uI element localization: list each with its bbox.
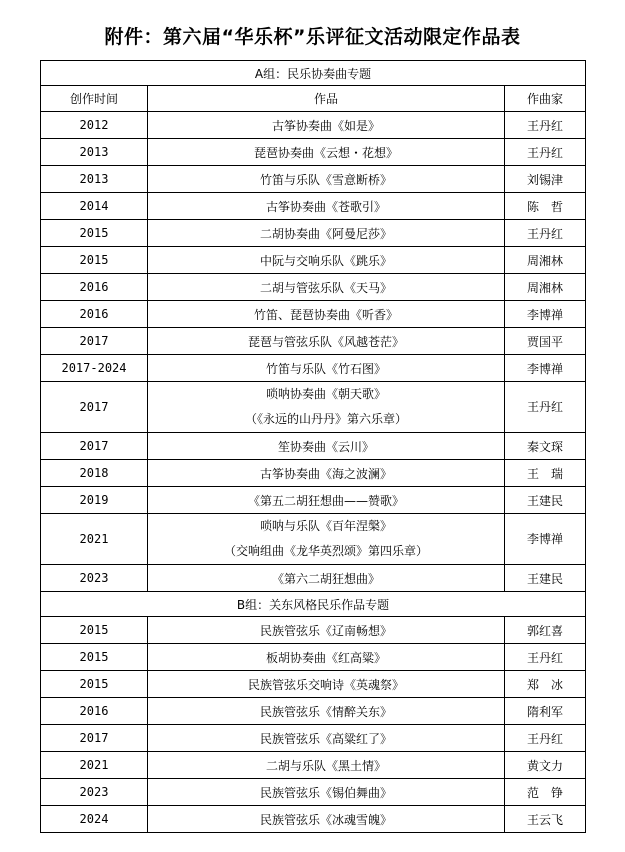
composer-cell: 周湘林 xyxy=(505,247,586,274)
section-heading: B组：关东风格民乐作品专题 xyxy=(41,592,586,617)
table-row xyxy=(41,671,586,698)
table-row xyxy=(41,725,586,752)
composer-cell: 王丹红 xyxy=(505,382,586,433)
year-cell: 2019 xyxy=(41,487,148,514)
work-cell xyxy=(148,166,505,193)
work-title-line: 《第六二胡狂想曲》 xyxy=(271,571,380,586)
work-title-line: 民族管弦乐《锡伯舞曲》 xyxy=(259,785,392,800)
work-cell xyxy=(148,487,505,514)
column-header-row xyxy=(41,86,586,112)
composer-cell: 隋利军 xyxy=(505,698,586,725)
work-title-line: 竹笛与乐队《雪意断桥》 xyxy=(259,172,392,187)
work-cell xyxy=(148,460,505,487)
table-row xyxy=(41,779,586,806)
composer-cell: 王建民 xyxy=(505,487,586,514)
year-cell: 2015 xyxy=(41,671,148,698)
composer-cell: 王丹红 xyxy=(505,220,586,247)
work-cell xyxy=(148,617,505,644)
work-cell xyxy=(148,247,505,274)
year-cell: 2015 xyxy=(41,247,148,274)
year-cell: 2023 xyxy=(41,779,148,806)
table-row xyxy=(41,274,586,301)
work-title-line: 唢呐与乐队《百年涅槃》 xyxy=(259,519,392,533)
work-title-line: 民族管弦乐《情醉关东》 xyxy=(259,704,392,719)
work-title-line: 民族管弦乐《冰魂雪魄》 xyxy=(259,812,392,827)
table-row xyxy=(41,247,586,274)
work-cell xyxy=(148,220,505,247)
section-heading-row xyxy=(41,61,586,86)
year-cell: 2012 xyxy=(41,112,148,139)
work-title-line: 古筝协奏曲《如是》 xyxy=(271,118,380,133)
column-header-year: 创作时间 xyxy=(41,86,148,112)
work-title-line: 笙协奏曲《云川》 xyxy=(277,439,374,454)
work-title-line: 《第五二胡狂想曲——赞歌》 xyxy=(247,493,404,508)
work-cell xyxy=(148,698,505,725)
composer-cell: 王建民 xyxy=(505,565,586,592)
work-cell xyxy=(148,565,505,592)
work-title-line: 古筝协奏曲《苍歌引》 xyxy=(265,199,386,214)
composer-cell: 贾国平 xyxy=(505,328,586,355)
year-cell: 2016 xyxy=(41,274,148,301)
table-row xyxy=(41,617,586,644)
year-cell: 2017-2024 xyxy=(41,355,148,382)
composer-cell: 王丹红 xyxy=(505,139,586,166)
table-row xyxy=(41,166,586,193)
column-header-composer: 作曲家 xyxy=(505,86,586,112)
table-row xyxy=(41,565,586,592)
year-cell: 2021 xyxy=(41,514,148,565)
work-cell xyxy=(148,752,505,779)
work-title-line: 竹笛与乐队《竹石图》 xyxy=(265,361,386,376)
year-cell: 2017 xyxy=(41,382,148,433)
section-heading-row xyxy=(41,592,586,617)
table-row xyxy=(41,644,586,671)
table-row xyxy=(41,301,586,328)
table-row xyxy=(41,355,586,382)
table-row xyxy=(41,460,586,487)
work-title-line: 唢呐协奏曲《朝天歌》 xyxy=(265,387,386,401)
composer-cell: 黄文力 xyxy=(505,752,586,779)
year-cell: 2023 xyxy=(41,565,148,592)
year-cell: 2013 xyxy=(41,166,148,193)
year-cell: 2015 xyxy=(41,617,148,644)
work-title-line: （《永远的山丹丹》第六乐章） xyxy=(244,412,407,426)
work-title-line: 二胡与管弦乐队《天马》 xyxy=(259,280,392,295)
work-cell xyxy=(148,328,505,355)
table-row xyxy=(41,382,586,433)
composer-cell: 王丹红 xyxy=(505,725,586,752)
work-cell xyxy=(148,433,505,460)
composer-cell: 周湘林 xyxy=(505,274,586,301)
table-row xyxy=(41,139,586,166)
year-cell: 2013 xyxy=(41,139,148,166)
column-header-work: 作品 xyxy=(148,86,505,112)
work-cell xyxy=(148,725,505,752)
work-title-line: 二胡协奏曲《阿曼尼莎》 xyxy=(259,226,392,241)
work-cell xyxy=(148,193,505,220)
work-cell xyxy=(148,139,505,166)
work-cell xyxy=(148,355,505,382)
work-cell xyxy=(148,112,505,139)
table-row xyxy=(41,193,586,220)
work-title-line: 民族管弦乐《高粱红了》 xyxy=(259,731,392,746)
table-row xyxy=(41,487,586,514)
work-cell xyxy=(148,382,505,433)
year-cell: 2016 xyxy=(41,301,148,328)
works-table-body xyxy=(41,61,586,833)
composer-cell: 李博禅 xyxy=(505,355,586,382)
work-cell xyxy=(148,806,505,833)
work-cell xyxy=(148,274,505,301)
work-title-line: 板胡协奏曲《红高粱》 xyxy=(265,650,386,665)
year-cell: 2016 xyxy=(41,698,148,725)
work-title-line: 古筝协奏曲《海之波澜》 xyxy=(259,466,392,481)
composer-cell: 刘锡津 xyxy=(505,166,586,193)
work-cell xyxy=(148,671,505,698)
composer-cell: 郭红喜 xyxy=(505,617,586,644)
table-row xyxy=(41,752,586,779)
year-cell: 2017 xyxy=(41,433,148,460)
year-cell: 2015 xyxy=(41,220,148,247)
work-title-line: 中阮与交响乐队《跳乐》 xyxy=(259,253,392,268)
work-title-line: 竹笛、琵琶协奏曲《听香》 xyxy=(253,307,398,322)
work-cell xyxy=(148,514,505,565)
table-row xyxy=(41,433,586,460)
work-title-line: 二胡与乐队《黑土情》 xyxy=(265,758,386,773)
work-title-line: （交响组曲《龙华英烈颂》第四乐章） xyxy=(223,544,428,558)
section-heading: A组：民乐协奏曲专题 xyxy=(41,61,586,86)
table-row xyxy=(41,698,586,725)
composer-cell: 李博禅 xyxy=(505,514,586,565)
work-cell xyxy=(148,301,505,328)
composer-cell: 范 铮 xyxy=(505,779,586,806)
composer-cell: 王丹红 xyxy=(505,112,586,139)
year-cell: 2017 xyxy=(41,725,148,752)
composer-cell: 秦文琛 xyxy=(505,433,586,460)
year-cell: 2015 xyxy=(41,644,148,671)
work-title-line: 民族管弦乐《辽南畅想》 xyxy=(259,623,392,638)
year-cell: 2014 xyxy=(41,193,148,220)
composer-cell: 郑 冰 xyxy=(505,671,586,698)
year-cell: 2021 xyxy=(41,752,148,779)
work-cell xyxy=(148,644,505,671)
composer-cell: 王 瑞 xyxy=(505,460,586,487)
composer-cell: 王云飞 xyxy=(505,806,586,833)
year-cell: 2024 xyxy=(41,806,148,833)
works-table xyxy=(40,60,586,833)
table-row xyxy=(41,806,586,833)
work-title-line: 琵琶与管弦乐队《风越苍茫》 xyxy=(247,334,404,349)
work-title-line: 民族管弦乐交响诗《英魂祭》 xyxy=(247,677,404,692)
table-row xyxy=(41,220,586,247)
composer-cell: 王丹红 xyxy=(505,644,586,671)
table-row xyxy=(41,514,586,565)
composer-cell: 李博禅 xyxy=(505,301,586,328)
work-title-line: 琵琶协奏曲《云想・花想》 xyxy=(253,145,398,160)
composer-cell: 陈 哲 xyxy=(505,193,586,220)
year-cell: 2017 xyxy=(41,328,148,355)
table-row xyxy=(41,328,586,355)
table-row xyxy=(41,112,586,139)
document-title: 附件：第六届“华乐杯”乐评征文活动限定作品表 xyxy=(104,26,521,48)
work-cell xyxy=(148,779,505,806)
year-cell: 2018 xyxy=(41,460,148,487)
